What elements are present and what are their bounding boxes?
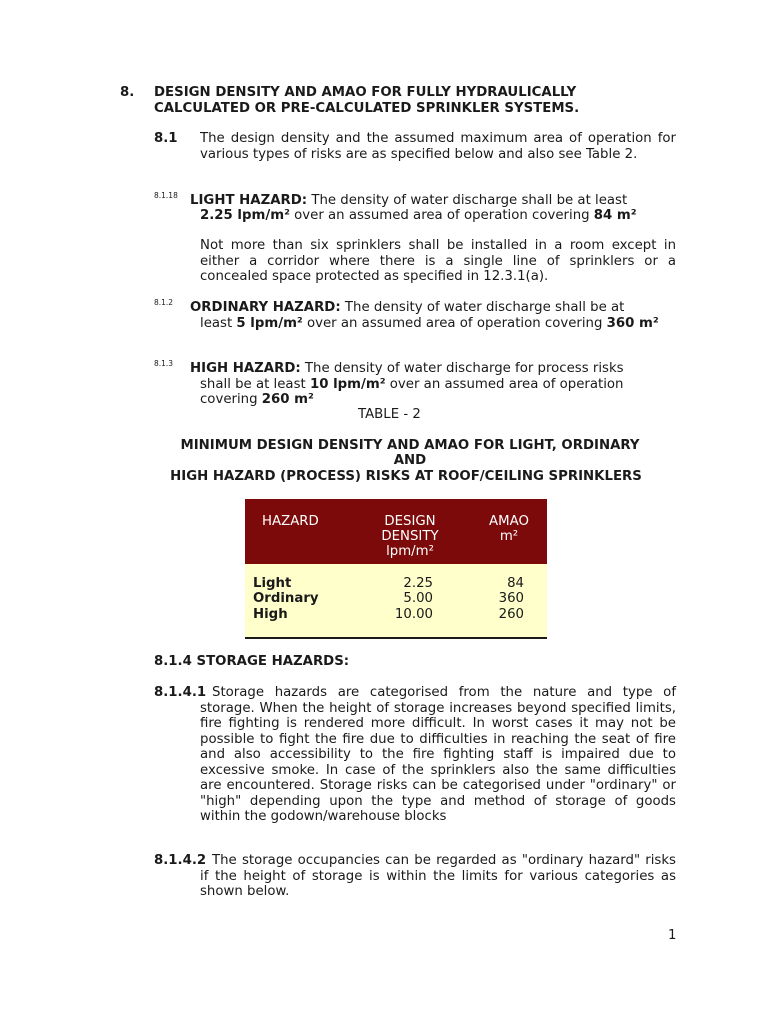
high-hazard-line3: [200, 392, 314, 408]
section-8-title-line2: CALCULATED OR PRE-CALCULATED SPRINKLER SYSTEMS.: [154, 101, 580, 116]
table-row-density: 5.00: [403, 591, 433, 606]
table-row-hazard: High: [253, 607, 288, 622]
table-2-body: [245, 564, 547, 639]
section-8-1-1-number: 8.1.18: [154, 191, 178, 200]
light-hazard-text2: over an assumed area of operation covering: [289, 208, 594, 223]
table-row-density: 2.25: [403, 576, 433, 591]
table-2-title-line2: AND: [393, 453, 427, 468]
header-hazard: HAZARD: [262, 514, 319, 529]
section-8-number: 8.: [120, 85, 135, 100]
section-8-1-4-1-text: Storage hazards are categorised from the nature and type of storage. When the height of storage increases beyond specified limits, fire fighting is rendered more difficult. In worst cases it may not be possible to fight the fire due to difficulties in reaching the seat of fire and also accessibility to the fire fighting staff is impaired due to excessive smoke. In case of the sprinklers also the same difficulties are encountered. Storage risks can be categorised under "ordinary" or "high" depending upon the type and method of storage of goods within the godown/warehouse blocks: [200, 685, 676, 824]
header-design-1: DESIGN: [384, 514, 436, 529]
table-row-amao: 360: [498, 591, 524, 606]
header-amao-1: AMAO: [489, 514, 529, 529]
table-row-amao: 84: [507, 576, 524, 591]
table-2-title-line3: HIGH HAZARD (PROCESS) RISKS AT ROOF/CEILING SPRINKLERS: [170, 469, 642, 484]
high-hazard-text: The density of water discharge for process risks: [300, 361, 624, 376]
ordinary-hazard-heading: ORDINARY HAZARD:: [190, 300, 341, 315]
section-8-1-number: 8.1: [154, 131, 178, 146]
header-design-3: lpm/m²: [386, 544, 434, 559]
light-hazard-area: 84 m²: [593, 208, 637, 223]
section-8-1-4-2-text: The storage occupancies can be regarded as "ordinary hazard" risks if the height of storage is within the limits for various categories as shown below.: [200, 853, 676, 899]
ordinary-hazard-line2: [200, 316, 676, 332]
header-design-2: DENSITY: [381, 529, 439, 544]
table-2-label: TABLE - 2: [358, 407, 421, 422]
high-hazard-line2: [200, 377, 623, 393]
ordinary-hazard-text: The density of water discharge shall be at: [340, 300, 625, 315]
table-row-hazard: Light: [253, 576, 292, 591]
section-8-1-text: The design density and the assumed maximum area of operation for various types of risks are as specified below and also see Table 2.: [200, 131, 676, 162]
high-hazard-text-b: shall be at least: [200, 377, 310, 392]
header-amao-2: m²: [499, 529, 519, 544]
high-hazard-text-c: covering: [200, 392, 262, 407]
section-8-1-4-1-number: 8.1.4.1: [154, 685, 207, 700]
ordinary-hazard-text-b: least: [200, 316, 237, 331]
table-row-density: 10.00: [394, 607, 433, 622]
section-8-1-3-number: 8.1.3: [154, 359, 174, 368]
light-hazard-line2: [200, 208, 637, 224]
light-hazard-line1: [190, 193, 627, 209]
section-8-1-4-2-number: 8.1.4.2: [154, 853, 207, 868]
section-8-title-line1: DESIGN DENSITY AND AMAO FOR FULLY HYDRAULICALLY: [154, 85, 577, 100]
light-hazard-heading: LIGHT HAZARD:: [190, 193, 308, 208]
table-2-header: [245, 499, 547, 564]
table-row-hazard: Ordinary: [253, 591, 319, 606]
high-hazard-text2: over an assumed area of operation: [385, 377, 624, 392]
table-2-title-line1: MINIMUM DESIGN DENSITY AND AMAO FOR LIGHT, ORDINARY: [180, 438, 640, 453]
high-hazard-density: 10 lpm/m²: [309, 377, 386, 392]
section-8-1-4-heading: 8.1.4 STORAGE HAZARDS:: [154, 654, 350, 669]
high-hazard-heading: HIGH HAZARD:: [190, 361, 301, 376]
light-hazard-density: 2.25 lpm/m²: [200, 208, 290, 223]
ordinary-hazard-line1: [190, 300, 624, 316]
ordinary-hazard-density: 5 lpm/m²: [236, 316, 303, 331]
table-row-amao: 260: [498, 607, 524, 622]
light-hazard-text: The density of water discharge shall be at least: [307, 193, 628, 208]
section-8-1-2-number: 8.1.2: [154, 298, 174, 307]
ordinary-hazard-area: 360 m²: [606, 316, 659, 331]
light-hazard-para2: Not more than six sprinklers shall be installed in a room except in either a corridor where there is a single line of sprinklers or a concealed space protected as specified in 12.3.1(a).: [200, 238, 676, 284]
high-hazard-line1: [190, 361, 624, 377]
page-number: 1: [668, 928, 677, 943]
high-hazard-area: 260 m²: [261, 392, 314, 407]
ordinary-hazard-text2: over an assumed area of operation covering: [302, 316, 607, 331]
